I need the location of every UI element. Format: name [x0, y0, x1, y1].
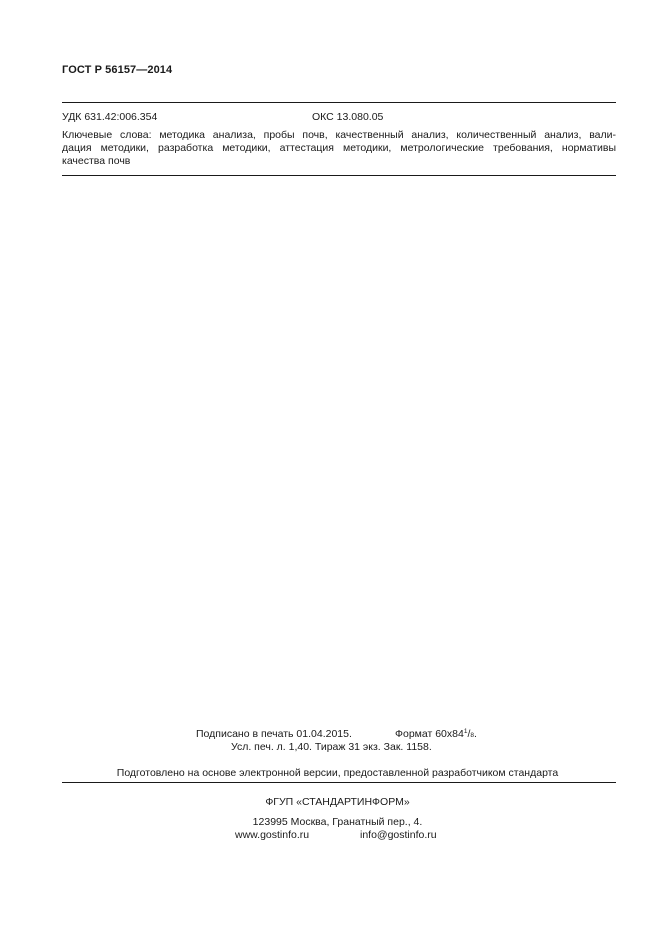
- format-end: .: [474, 728, 477, 740]
- format-denominator: 8: [470, 732, 474, 739]
- document-code: ГОСТ Р 56157—2014: [62, 64, 173, 76]
- keywords-paragraph: [62, 129, 616, 168]
- format-label: Формат 60х84: [395, 728, 464, 740]
- keywords-line-2: дация методики, разработка методики, аттестация методики, метрологические требования, нормативы: [62, 142, 616, 154]
- footer-divider: [62, 782, 616, 783]
- keywords-line-1: Ключевые слова: методика анализа, пробы почв, качественный анализ, количественный анализ, вали-: [62, 129, 616, 141]
- keywords-line-3: качества почв: [62, 155, 131, 167]
- publisher-website[interactable]: www.gostinfo.ru: [235, 829, 310, 841]
- keywords-divider: [62, 175, 616, 176]
- signed-date: Подписано в печать 01.04.2015.: [196, 728, 352, 740]
- print-info: Усл. печ. л. 1,40. Тираж 31 экз. Зак. 1158.: [231, 741, 432, 753]
- top-divider: [62, 102, 616, 103]
- paper-format: Формат $60х84^1/8$.: [395, 728, 477, 740]
- publisher-address: 123995 Москва, Гранатный пер., 4.: [252, 816, 423, 828]
- udk-code: УДК 631.42:006.354: [62, 111, 158, 123]
- publisher-email[interactable]: info@gostinfo.ru: [360, 829, 437, 841]
- publisher-name: ФГУП «СТАНДАРТИНФОРМ»: [265, 796, 410, 808]
- format-numerator: 1: [463, 728, 468, 735]
- oks-code: ОКС 13.080.05: [312, 111, 384, 123]
- prepared-note: Подготовлено на основе электронной версии, предоставленной разработчиком стандарта: [116, 767, 559, 779]
